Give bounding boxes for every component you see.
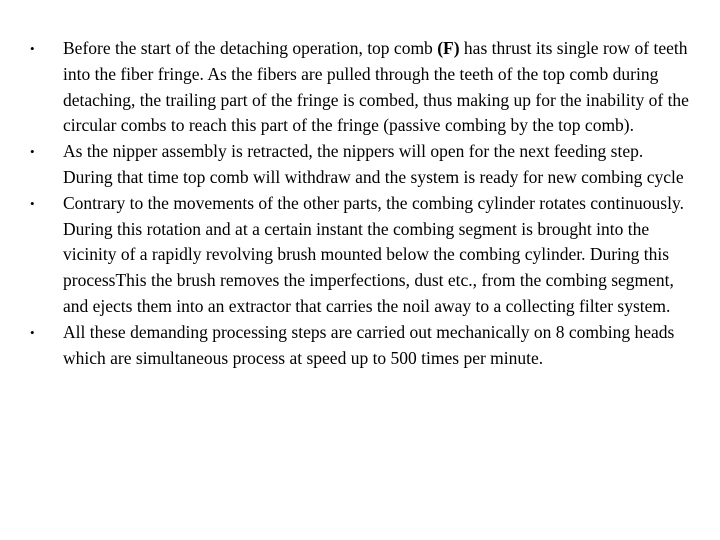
bullet-icon: • [30, 195, 35, 211]
bullet-icon: • [30, 41, 35, 56]
bullet-text-part: Before the start of the detaching operation, top comb [63, 38, 438, 58]
bullet-text: Contrary to the movements of the other parts, the combing cylinder rotates continuously. During this rotation and at a certain instant the combing segment is brought into the vicinity of a rapidly revolving brush mounted below the combing cylinder. During this processThis the brush removes the imperfections, dust etc., from the combing segment, and ejects them into an extractor that carries the noil away to a collecting filter system. [63, 192, 684, 316]
bullet-item-combing-heads [30, 320, 690, 372]
label-f-bold: (F) [437, 38, 460, 58]
bullet-text-part: has thrust its single row of teeth into the fiber fringe. As the fibers are pulled through the teeth of the top comb during detaching, the trailing part of the fringe is combed, thus making up for the inability of the circular combs to reach this part of the fringe (passive combing by the top comb). [63, 38, 689, 136]
bullet-item-detaching-top-comb [30, 36, 690, 139]
bullet-item-nipper-retract [30, 139, 690, 191]
bullet-text: As the nipper assembly is retracted, the nippers will open for the next feeding step. During that time top comb will withdraw and the system is ready for new combing cycle [63, 141, 684, 187]
bullet-item-combing-cylinder [30, 191, 690, 320]
bullet-icon: • [30, 324, 35, 340]
bullet-list [30, 36, 690, 371]
bullet-text: All these demanding processing steps are carried out mechanically on 8 combing heads which are simultaneous process at speed up to 500 times per minute. [63, 321, 675, 368]
bullet-icon: • [30, 144, 35, 160]
